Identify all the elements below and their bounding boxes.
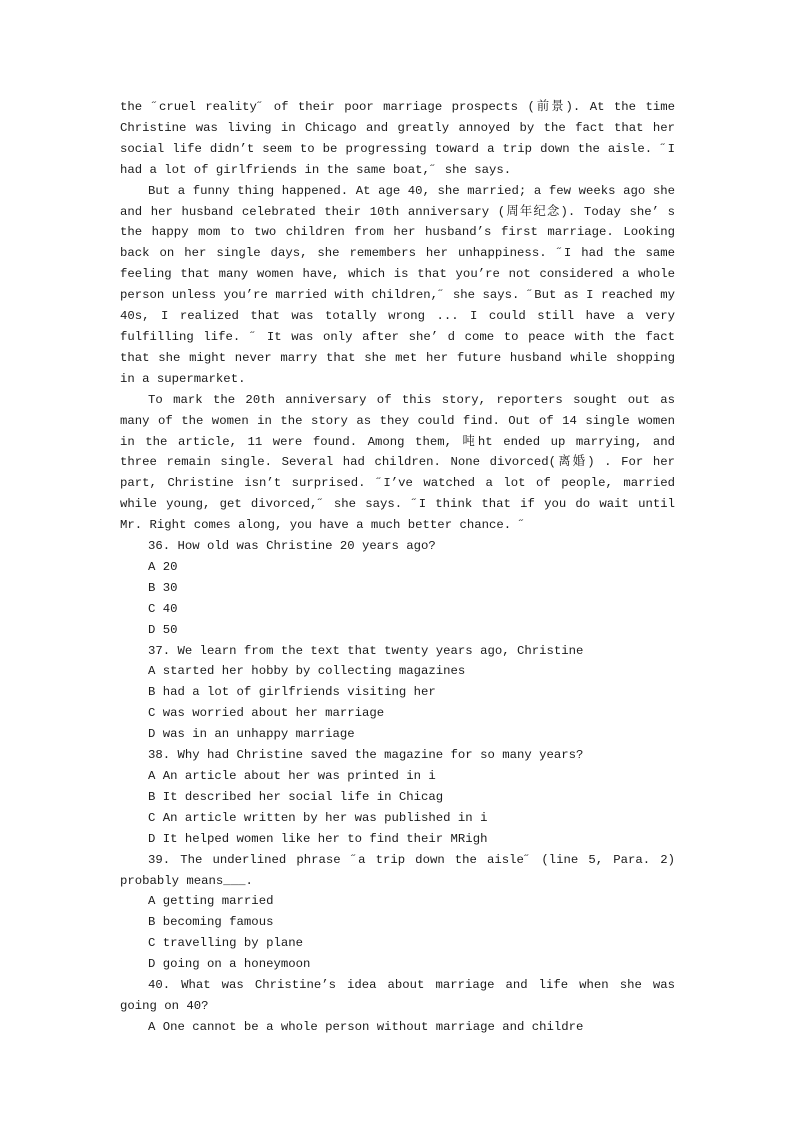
option-c: C An article written by her was published in i [148, 810, 488, 825]
question-36 [120, 536, 675, 641]
passage-paragraph-3: To mark the 20th anniversary of this story, reporters sought out as many of the women in the story as they could find. Out of 14 single women in the article, 11 were found. Among them, 吨ht ended up marrying, and three remain single. Several had children. None divorced(离婚) . For her part, Christine isn’t surprised. ˝I’ve watched a lot of people, married while young, get divorced,˝ she says. ˝I think that if you do wait until Mr. Right comes along, you have a much better chance. ˝ [120, 392, 675, 533]
option-b: B 30 [148, 580, 178, 595]
option-d: D It helped women like her to find their MRigh [148, 831, 488, 846]
question-stem: 39. The underlined phrase ˝a trip down the aisle˝ (line 5, Para. 2) probably means___. [120, 852, 675, 888]
option-a: A One cannot be a whole person without marriage and childre [148, 1019, 584, 1034]
question-38 [120, 745, 675, 850]
question-stem: 40. What was Christine’s idea about marriage and life when she was going on 40? [120, 978, 675, 1013]
question-40 [120, 975, 675, 1038]
document-page [120, 97, 675, 1038]
option-d: D going on a honeymoon [148, 957, 311, 972]
option-c: C 40 [148, 601, 178, 616]
option-a: A getting married [148, 894, 274, 909]
question-stem: 38. Why had Christine saved the magazine for so many years? [148, 748, 584, 763]
question-39 [120, 850, 675, 975]
option-c: C was worried about her marriage [148, 706, 385, 721]
option-a: A An article about her was printed in i [148, 769, 436, 783]
option-b: B It described her social life in Chicag [148, 789, 444, 804]
question-37 [120, 641, 675, 746]
option-a: A started her hobby by collecting magazines [148, 664, 466, 679]
question-stem: 37. We learn from the text that twenty years ago, Christine [148, 643, 584, 658]
passage-paragraph-1: the ˝cruel reality˝ of their poor marriage prospects (前景). At the time Christine was living in Chicago and greatly annoyed by the fact that her social life didn’t seem to be progressing toward a trip down the aisle. ˝I had a lot of girlfriends in the same boat,˝ she says. [120, 100, 675, 177]
question-stem: 36. How old was Christine 20 years ago? [148, 539, 436, 554]
option-b: B becoming famous [148, 915, 274, 930]
passage-paragraph-2: But a funny thing happened. At age 40, she married; a few weeks ago she and her husband celebrated their 10th anniversary (周年纪念). Today she’ s the happy mom to two children from her husband’s first marriage. Looking back on her single days, she remembers her unhappiness. ˝I had the same feeling that many women have, which is that you’re not considered a whole person unless you’re married with children,˝ she says. ˝But as I reached my 40s, I realized that was totally wrong ... I could still have a very fulfilling life. ˝ It was only after she’ d come to peace with the fact that she might never marry that she met her future husband while shopping in a supermarket. [120, 183, 675, 386]
option-d: D 50 [148, 622, 178, 637]
option-c: C travelling by plane [148, 936, 303, 951]
option-b: B had a lot of girlfriends visiting her [148, 685, 436, 700]
option-a: A 20 [148, 559, 178, 574]
option-d: D was in an unhappy marriage [148, 727, 355, 742]
